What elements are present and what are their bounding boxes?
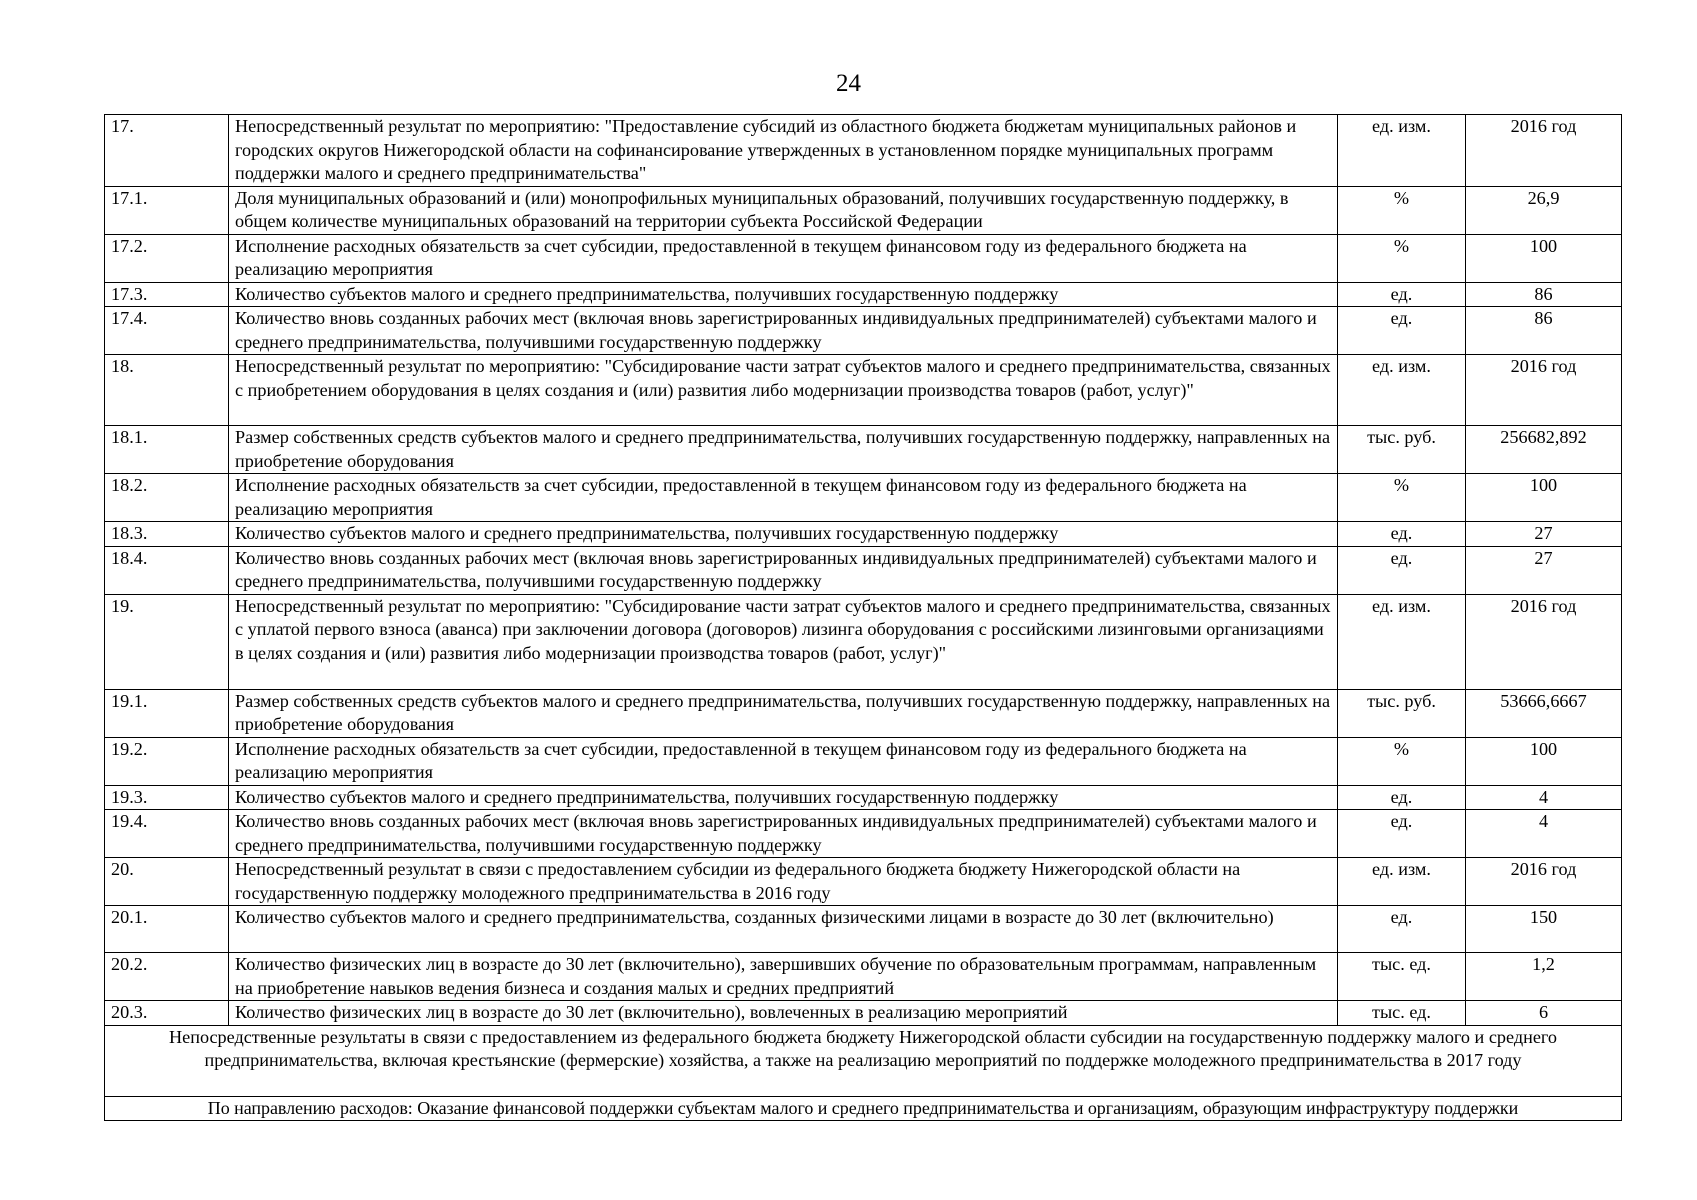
row-description: Количество вновь созданных рабочих мест (включая вновь зарегистрированных индивидуальных предпринимателей) субъектами малого и среднего предпринимательства, получившими государственную поддержку xyxy=(229,307,1338,355)
row-description: Непосредственный результат в связи с предоставлением субсидии из федерального бюджета бюджету Нижегородской области на государственную поддержку молодежного предпринимательства в 2016 году xyxy=(229,858,1338,906)
table-row xyxy=(105,953,1622,1001)
section-heading: Непосредственные результаты в связи с предоставлением из федерального бюджета бюджету Нижегородской области субсидии на государственную поддержку малого и среднего предпринимательства, включая крестьянские (фермерские) хозяйства, а также на реализацию мероприятий по поддержке молодежного предпринимательства в 2017 году xyxy=(105,1025,1622,1096)
row-description: Размер собственных средств субъектов малого и среднего предпринимательства, получивших государственную поддержку, направленных на приобретение оборудования xyxy=(229,689,1338,737)
row-number: 19.1. xyxy=(105,689,229,737)
row-unit: ед. xyxy=(1338,546,1466,594)
row-unit: ед. xyxy=(1338,307,1466,355)
row-number: 17.1. xyxy=(105,186,229,234)
table-row xyxy=(105,234,1622,282)
row-description: Количество физических лиц в возрасте до 30 лет (включительно), вовлеченных в реализацию мероприятий xyxy=(229,1001,1338,1026)
row-description: Количество физических лиц в возрасте до 30 лет (включительно), завершивших обучение по образовательным программам, направленным на приобретение навыков ведения бизнеса и создания малых и средних предприятий xyxy=(229,953,1338,1001)
row-value: 86 xyxy=(1466,307,1622,355)
row-value: 2016 год xyxy=(1466,594,1622,689)
row-unit: % xyxy=(1338,737,1466,785)
page-number: 24 xyxy=(836,70,861,97)
row-number: 17.3. xyxy=(105,282,229,307)
row-value: 27 xyxy=(1466,522,1622,547)
row-value: 100 xyxy=(1466,737,1622,785)
row-number: 20.1. xyxy=(105,906,229,953)
row-value: 26,9 xyxy=(1466,186,1622,234)
row-value: 53666,6667 xyxy=(1466,689,1622,737)
indicators-table xyxy=(104,114,1622,1121)
row-number: 18.2. xyxy=(105,474,229,522)
row-description: Количество субъектов малого и среднего предпринимательства, получивших государственную поддержку xyxy=(229,785,1338,810)
table-row xyxy=(105,186,1622,234)
row-value: 4 xyxy=(1466,810,1622,858)
row-number: 18.1. xyxy=(105,426,229,474)
table-row xyxy=(105,1001,1622,1026)
row-unit: ед. изм. xyxy=(1338,858,1466,906)
expense-direction-row xyxy=(105,1096,1622,1121)
table-row xyxy=(105,546,1622,594)
row-description: Доля муниципальных образований и (или) монопрофильных муниципальных образований, получивших государственную поддержку, в общем количестве муниципальных образований на территории субъекта Российской Федерации xyxy=(229,186,1338,234)
row-description: Исполнение расходных обязательств за счет субсидии, предоставленной в текущем финансовом году из федерального бюджета на реализацию мероприятия xyxy=(229,737,1338,785)
row-description: Исполнение расходных обязательств за счет субсидии, предоставленной в текущем финансовом году из федерального бюджета на реализацию мероприятия xyxy=(229,234,1338,282)
row-number: 18.3. xyxy=(105,522,229,547)
row-unit: ед. xyxy=(1338,810,1466,858)
table-row xyxy=(105,522,1622,547)
table-row xyxy=(105,906,1622,953)
row-value: 2016 год xyxy=(1466,858,1622,906)
table-row xyxy=(105,737,1622,785)
table-row xyxy=(105,115,1622,187)
row-value: 100 xyxy=(1466,234,1622,282)
row-unit: тыс. руб. xyxy=(1338,426,1466,474)
row-unit: % xyxy=(1338,186,1466,234)
row-value: 86 xyxy=(1466,282,1622,307)
row-description: Количество вновь созданных рабочих мест (включая вновь зарегистрированных индивидуальных предпринимателей) субъектами малого и среднего предпринимательства, получившими государственную поддержку xyxy=(229,546,1338,594)
row-unit: ед. изм. xyxy=(1338,355,1466,426)
row-description: Непосредственный результат по мероприятию: "Предоставление субсидий из областного бюджета бюджетам муниципальных районов и городских округов Нижегородской области на софинансирование утвержденных в установленном порядке муниципальных программ поддержки малого и среднего предпринимательства" xyxy=(229,115,1338,187)
row-number: 20.3. xyxy=(105,1001,229,1026)
row-value: 2016 год xyxy=(1466,115,1622,187)
row-description: Количество субъектов малого и среднего предпринимательства, получивших государственную поддержку xyxy=(229,282,1338,307)
table-row xyxy=(105,810,1622,858)
row-value: 1,2 xyxy=(1466,953,1622,1001)
row-value: 4 xyxy=(1466,785,1622,810)
row-number: 19.4. xyxy=(105,810,229,858)
row-number: 17. xyxy=(105,115,229,187)
table-row xyxy=(105,426,1622,474)
row-unit: ед. xyxy=(1338,282,1466,307)
row-description: Размер собственных средств субъектов малого и среднего предпринимательства, получивших государственную поддержку, направленных на приобретение оборудования xyxy=(229,426,1338,474)
row-unit: % xyxy=(1338,234,1466,282)
expense-direction: По направлению расходов: Оказание финансовой поддержки субъектам малого и среднего предпринимательства и организациям, образующим инфраструктуру поддержки xyxy=(105,1096,1622,1121)
section-heading-row xyxy=(105,1025,1622,1096)
row-number: 17.2. xyxy=(105,234,229,282)
row-number: 19. xyxy=(105,594,229,689)
row-number: 18.4. xyxy=(105,546,229,594)
row-number: 19.2. xyxy=(105,737,229,785)
row-value: 27 xyxy=(1466,546,1622,594)
row-description: Количество субъектов малого и среднего предпринимательства, созданных физическими лицами в возрасте до 30 лет (включительно) xyxy=(229,906,1338,953)
row-unit: % xyxy=(1338,474,1466,522)
row-description: Исполнение расходных обязательств за счет субсидии, предоставленной в текущем финансовом году из федерального бюджета на реализацию мероприятия xyxy=(229,474,1338,522)
row-description: Непосредственный результат по мероприятию: "Субсидирование части затрат субъектов малого и среднего предпринимательства, связанных с уплатой первого взноса (аванса) при заключении договора (договоров) лизинга оборудования с российскими лизинговыми организациями в целях создания и (или) развития либо модернизации производства товаров (работ, услуг)" xyxy=(229,594,1338,689)
row-number: 20.2. xyxy=(105,953,229,1001)
table-row xyxy=(105,355,1622,426)
table-row xyxy=(105,594,1622,689)
row-number: 18. xyxy=(105,355,229,426)
table-row xyxy=(105,282,1622,307)
row-value: 100 xyxy=(1466,474,1622,522)
row-value: 256682,892 xyxy=(1466,426,1622,474)
row-unit: ед. xyxy=(1338,522,1466,547)
row-description: Количество вновь созданных рабочих мест (включая вновь зарегистрированных индивидуальных предпринимателей) субъектами малого и среднего предпринимательства, получившими государственную поддержку xyxy=(229,810,1338,858)
row-unit: ед. изм. xyxy=(1338,594,1466,689)
row-value: 6 xyxy=(1466,1001,1622,1026)
row-unit: ед. xyxy=(1338,785,1466,810)
row-unit: тыс. руб. xyxy=(1338,689,1466,737)
row-number: 19.3. xyxy=(105,785,229,810)
row-unit: тыс. ед. xyxy=(1338,1001,1466,1026)
table-row xyxy=(105,474,1622,522)
table-row xyxy=(105,785,1622,810)
row-value: 2016 год xyxy=(1466,355,1622,426)
row-description: Непосредственный результат по мероприятию: "Субсидирование части затрат субъектов малого и среднего предпринимательства, связанных с приобретением оборудования в целях создания и (или) развития либо модернизации производства товаров (работ, услуг)" xyxy=(229,355,1338,426)
row-unit: ед. изм. xyxy=(1338,115,1466,187)
row-value: 150 xyxy=(1466,906,1622,953)
row-description: Количество субъектов малого и среднего предпринимательства, получивших государственную поддержку xyxy=(229,522,1338,547)
row-unit: тыс. ед. xyxy=(1338,953,1466,1001)
row-number: 17.4. xyxy=(105,307,229,355)
table-row xyxy=(105,307,1622,355)
row-number: 20. xyxy=(105,858,229,906)
table-row xyxy=(105,689,1622,737)
row-unit: ед. xyxy=(1338,906,1466,953)
table-row xyxy=(105,858,1622,906)
